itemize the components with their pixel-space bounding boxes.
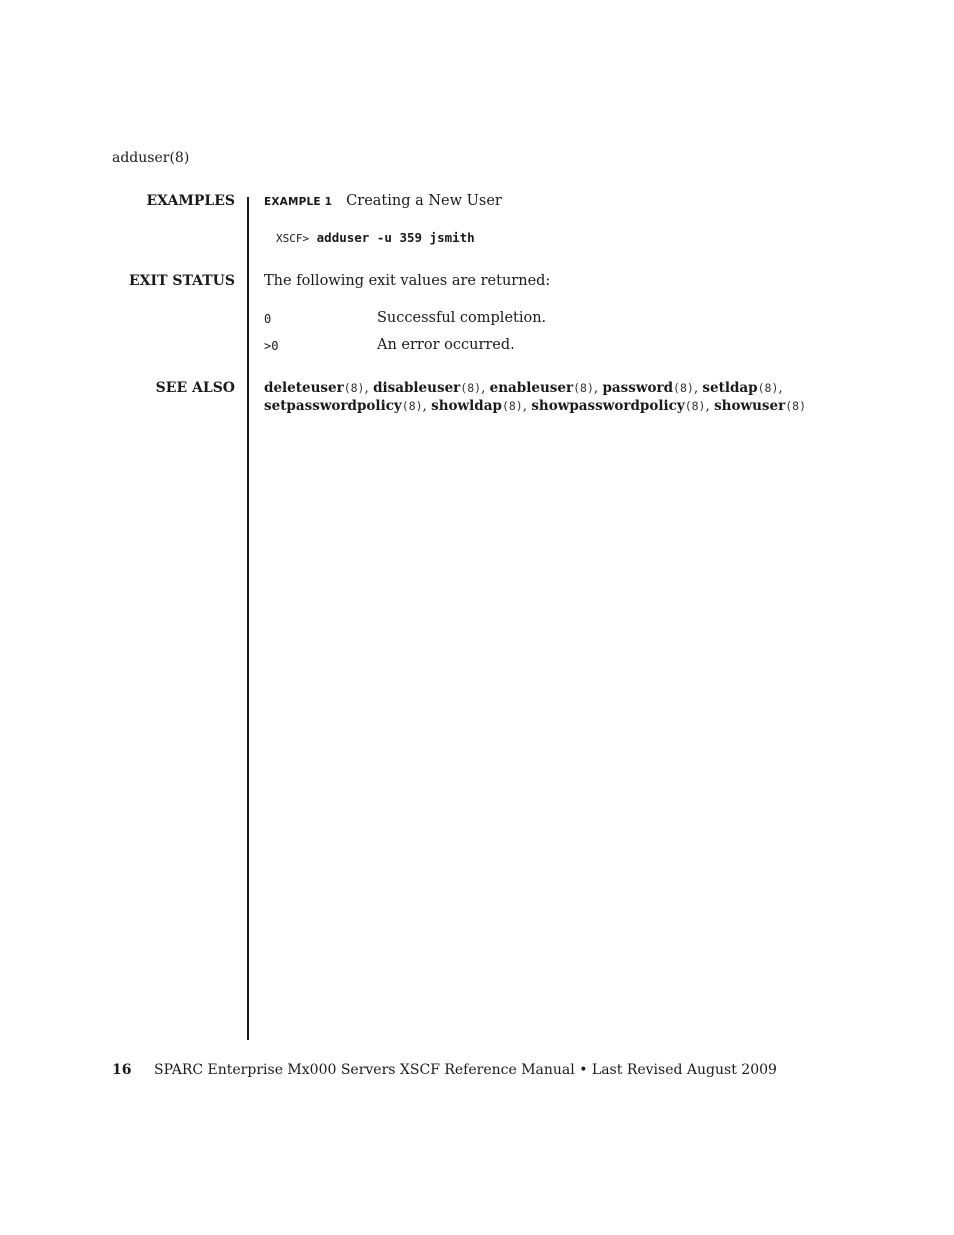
see-also-line-1	[264, 380, 783, 396]
section-label-exit-status: EXIT STATUS	[129, 273, 235, 289]
footer-text: SPARC Enterprise Mx000 Servers XSCF Reference Manual • Last Revised August 2009	[154, 1062, 777, 1078]
running-header: adduser(8)	[112, 150, 190, 166]
exit-desc-1: An error occurred.	[377, 337, 515, 353]
code-command: adduser -u 359 jsmith	[316, 230, 475, 245]
exit-status-intro: The following exit values are returned:	[264, 273, 551, 289]
exit-desc-0: Successful completion.	[377, 310, 547, 326]
section-divider-rule	[247, 197, 249, 1040]
exit-code-0: 0	[264, 312, 272, 326]
see-also-ref[interactable]: enableuser(8),	[489, 380, 599, 396]
section-label-examples: EXAMPLES	[146, 193, 235, 209]
example-code	[276, 230, 475, 245]
see-also-line-2	[264, 398, 806, 414]
code-prompt: XSCF>	[276, 232, 310, 245]
see-also-ref[interactable]: showuser(8)	[714, 398, 807, 414]
see-also-ref[interactable]: setldap(8),	[702, 380, 783, 396]
see-also-ref[interactable]: setpasswordpolicy(8),	[264, 398, 427, 414]
see-also-ref[interactable]: password(8),	[602, 380, 699, 396]
see-also-ref[interactable]: showldap(8),	[431, 398, 528, 414]
section-label-see-also: SEE ALSO	[155, 380, 235, 396]
example-heading	[264, 193, 502, 209]
see-also-ref[interactable]: showpasswordpolicy(8),	[531, 398, 710, 414]
exit-code-1: >0	[264, 339, 279, 353]
see-also-ref[interactable]: disableuser(8),	[373, 380, 486, 396]
example-title: Creating a New User	[346, 193, 502, 209]
page-number: 16	[112, 1062, 132, 1078]
see-also-ref[interactable]: deleteuser(8),	[264, 380, 369, 396]
example-label: EXAMPLE 1	[264, 196, 333, 208]
